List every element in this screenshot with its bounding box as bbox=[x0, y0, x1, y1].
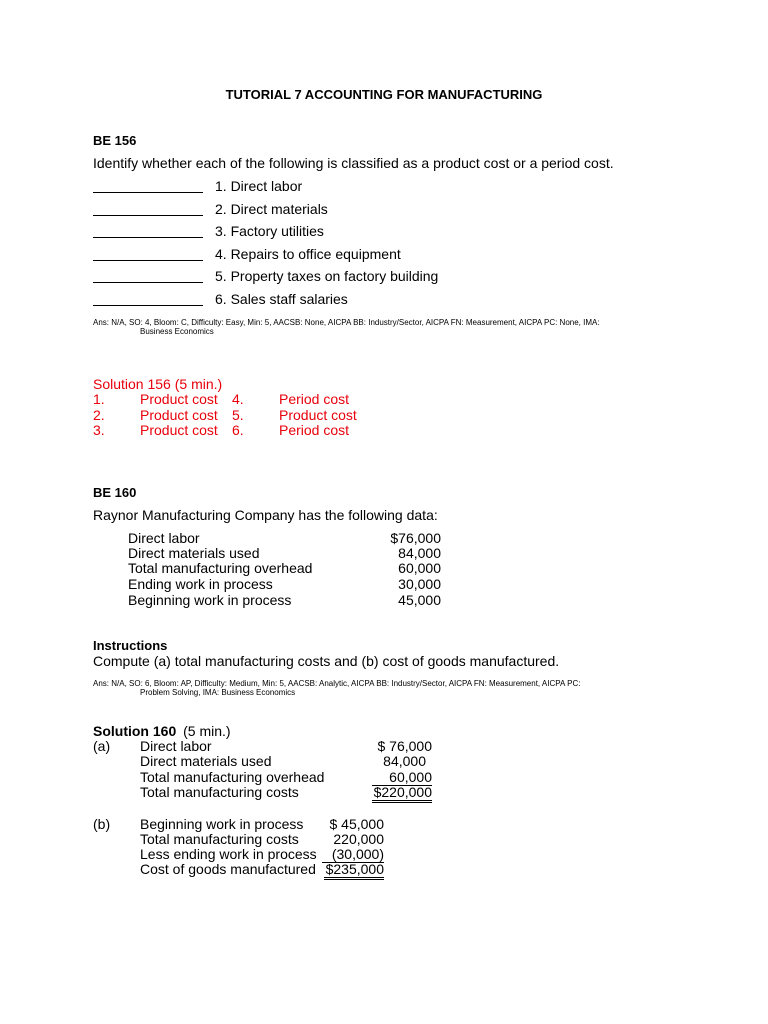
solution156-class: Period cost bbox=[279, 391, 350, 407]
instructions-text: Compute (a) total manufacturing costs and (b) cost of goods manufactured. bbox=[93, 653, 560, 669]
part-b-label: (b) bbox=[93, 816, 111, 832]
be156-item: 1. Direct labor bbox=[215, 178, 303, 194]
answer-blank bbox=[93, 260, 203, 261]
solution156-class: Period cost bbox=[279, 422, 350, 438]
part-b-row-value: $ 45,000 bbox=[329, 816, 384, 832]
solution156-class: Product cost bbox=[140, 391, 218, 407]
part-b-row-label: Total manufacturing costs bbox=[140, 831, 299, 847]
part-b-row-value: (30,000) bbox=[322, 846, 384, 863]
part-a-label: (a) bbox=[93, 738, 111, 754]
part-b-row-label: Cost of goods manufactured bbox=[140, 861, 316, 877]
solution160-heading bbox=[93, 723, 231, 739]
be160-row-value: 60,000 bbox=[398, 560, 441, 576]
be156-heading: BE 156 bbox=[93, 133, 137, 148]
be156-prompt: Identify whether each of the following is classified as a product cost or a period cost. bbox=[93, 155, 614, 171]
answer-blank bbox=[93, 282, 203, 283]
be160-ans-meta: Ans: N/A, SO: 6, Bloom: AP, Difficulty: Medium, Min: 5, AACSB: Analytic, AICPA BB: Industry/Sector, AICPA FN: Measurement, AICPA PC: bbox=[93, 679, 581, 688]
be160-heading: BE 160 bbox=[93, 485, 137, 500]
solution156-num: 1. bbox=[93, 391, 105, 407]
part-a-row-value: 84,000 bbox=[383, 753, 426, 769]
part-a-row-label: Direct materials used bbox=[140, 753, 272, 769]
part-a-row-value: $220,000 bbox=[372, 784, 432, 803]
instructions-heading: Instructions bbox=[93, 638, 168, 653]
part-a-row-label: Total manufacturing overhead bbox=[140, 769, 325, 785]
be156-item: 2. Direct materials bbox=[215, 201, 328, 217]
be160-row-label: Direct labor bbox=[128, 530, 200, 546]
be160-ans-meta-cont: Problem Solving, IMA: Business Economics bbox=[140, 688, 296, 697]
solution160-heading-bold: Solution 160 bbox=[93, 723, 177, 739]
be156-item: 4. Repairs to office equipment bbox=[215, 246, 401, 262]
part-b-row-label: Less ending work in process bbox=[140, 846, 317, 862]
solution156-num: 6. bbox=[232, 422, 244, 438]
solution156-heading: Solution 156 (5 min.) bbox=[93, 376, 223, 392]
be160-row-label: Direct materials used bbox=[128, 545, 260, 561]
solution160-heading-time: (5 min.) bbox=[183, 723, 231, 739]
solution156-class: Product cost bbox=[140, 407, 218, 423]
be156-ans-meta-cont: Business Economics bbox=[140, 327, 214, 336]
answer-blank bbox=[93, 237, 203, 238]
be160-row-label: Beginning work in process bbox=[128, 592, 292, 608]
be160-prompt: Raynor Manufacturing Company has the following data: bbox=[93, 507, 438, 523]
be160-row-label: Ending work in process bbox=[128, 576, 273, 592]
part-a-row-value: 60,000 bbox=[372, 769, 432, 786]
part-b-row-label: Beginning work in process bbox=[140, 816, 304, 832]
solution156-num: 5. bbox=[232, 407, 244, 423]
solution156-num: 2. bbox=[93, 407, 105, 423]
part-a-row-value: $ 76,000 bbox=[377, 738, 432, 754]
part-a-row-label: Total manufacturing costs bbox=[140, 784, 299, 800]
solution156-class: Product cost bbox=[279, 407, 357, 423]
be156-item: 5. Property taxes on factory building bbox=[215, 268, 439, 284]
be156-item: 3. Factory utilities bbox=[215, 223, 324, 239]
part-a-row-label: Direct labor bbox=[140, 738, 212, 754]
answer-blank bbox=[93, 192, 203, 193]
be156-item: 6. Sales staff salaries bbox=[215, 291, 348, 307]
solution156-num: 4. bbox=[232, 391, 244, 407]
solution156-class: Product cost bbox=[140, 422, 218, 438]
be156-ans-meta: Ans: N/A, SO: 4, Bloom: C, Difficulty: Easy, Min: 5, AACSB: None, AICPA BB: Industry/Sector, AICPA FN: Measurement, AICPA PC: None, IMA: bbox=[93, 318, 600, 327]
be160-row-label: Total manufacturing overhead bbox=[128, 560, 313, 576]
part-b-row-value: $235,000 bbox=[324, 861, 384, 880]
be160-row-value: 30,000 bbox=[398, 576, 441, 592]
answer-blank bbox=[93, 215, 203, 216]
page-title: TUTORIAL 7 ACCOUNTING FOR MANUFACTURING bbox=[225, 87, 543, 102]
be160-row-value: 45,000 bbox=[398, 592, 441, 608]
solution156-num: 3. bbox=[93, 422, 105, 438]
be160-row-value: $76,000 bbox=[390, 530, 441, 546]
be160-row-value: 84,000 bbox=[398, 545, 441, 561]
answer-blank bbox=[93, 305, 203, 306]
part-b-row-value: 220,000 bbox=[333, 831, 384, 847]
